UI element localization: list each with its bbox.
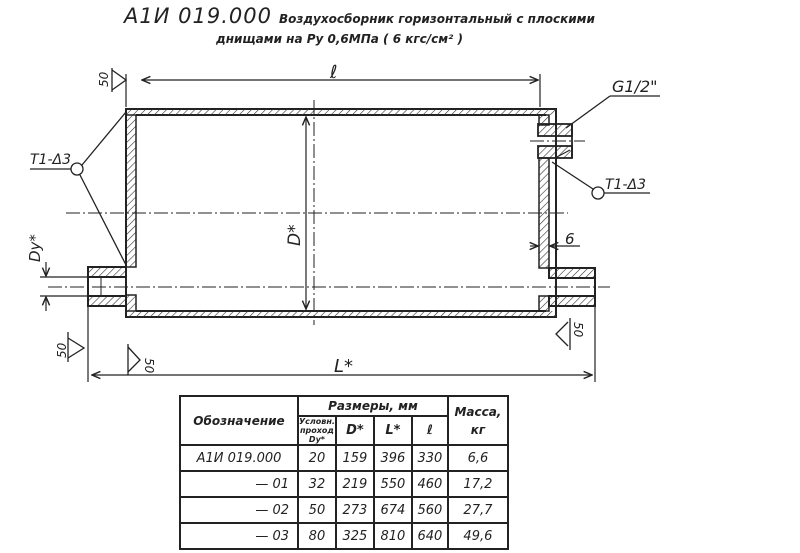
label-l: ℓ: [330, 62, 338, 83]
specification-table: [179, 395, 509, 550]
header-mass: [448, 396, 508, 445]
header-dy: [298, 416, 336, 445]
cell-designation: — 03: [180, 523, 298, 549]
cell-L: 550: [374, 471, 412, 497]
cell-l: 460: [412, 471, 448, 497]
label-clearance-bl: 50: [55, 342, 69, 358]
drawing-title-line1: Воздухосборник горизонтальный с плоскими: [279, 12, 595, 26]
clearance-mark-bottom-right: [556, 318, 570, 350]
label-thickness: 6: [565, 230, 575, 248]
header-D: D*: [336, 416, 374, 445]
label-weld-left: Т1-Δ3: [30, 152, 71, 168]
table-row: [180, 471, 508, 497]
drawing-title-line2: днищами на Ру 0,6МПа ( 6 кгс/см² ): [216, 32, 463, 46]
label-D: D*: [285, 224, 305, 246]
cell-D: 325: [336, 523, 374, 549]
cell-mass: 27,7: [448, 497, 508, 523]
cell-dy: 50: [298, 497, 336, 523]
clearance-mark-bottom-mid: [128, 344, 140, 375]
label-thread: G1/2": [612, 77, 658, 96]
header-mass-line2: кг: [470, 422, 486, 437]
cell-D: 159: [336, 445, 374, 471]
cell-l: 560: [412, 497, 448, 523]
cell-designation: А1И 019.000: [180, 445, 298, 471]
thread-leader: [566, 96, 660, 128]
cell-dy: 80: [298, 523, 336, 549]
label-L: L*: [334, 356, 354, 377]
label-clearance-tl: 50: [97, 71, 111, 87]
cell-mass: 49,6: [448, 523, 508, 549]
cell-mass: 17,2: [448, 471, 508, 497]
table-row: [180, 523, 508, 549]
cell-L: 674: [374, 497, 412, 523]
label-weld-right: Т1-Δ3: [605, 177, 646, 193]
header-dy-line3: Dy*: [308, 435, 325, 444]
cell-dy: 20: [298, 445, 336, 471]
header-designation: Обозначение: [180, 396, 298, 445]
cell-dy: 32: [298, 471, 336, 497]
header-L: L*: [374, 416, 412, 445]
label-clearance-br: 50: [571, 322, 585, 338]
cell-D: 273: [336, 497, 374, 523]
cell-l: 640: [412, 523, 448, 549]
top-wall-hatch: [126, 109, 556, 115]
cell-mass: 6,6: [448, 445, 508, 471]
clearance-mark-bottom-left: [68, 332, 84, 362]
table-header-row: [180, 396, 508, 416]
clearance-mark-top-left: [112, 68, 126, 92]
header-dy-line2: проход: [300, 426, 334, 435]
cell-l: 330: [412, 445, 448, 471]
header-dy-line1: Условн.: [299, 417, 335, 426]
cell-L: 396: [374, 445, 412, 471]
cell-designation: — 01: [180, 471, 298, 497]
label-Dy: Dy*: [26, 234, 44, 262]
drawing-code: А1И 019.000: [124, 4, 272, 28]
cell-L: 810: [374, 523, 412, 549]
bottom-wall-hatch: [126, 311, 556, 317]
header-dimensions: Размеры, мм: [298, 396, 448, 416]
cell-designation: — 02: [180, 497, 298, 523]
weld-symbol-left: [30, 112, 126, 265]
header-l: ℓ: [412, 416, 448, 445]
header-mass-line1: Масса,: [454, 404, 502, 419]
table-row: [180, 497, 508, 523]
cell-D: 219: [336, 471, 374, 497]
table-row: [180, 445, 508, 471]
label-clearance-bm: 50: [142, 358, 156, 374]
